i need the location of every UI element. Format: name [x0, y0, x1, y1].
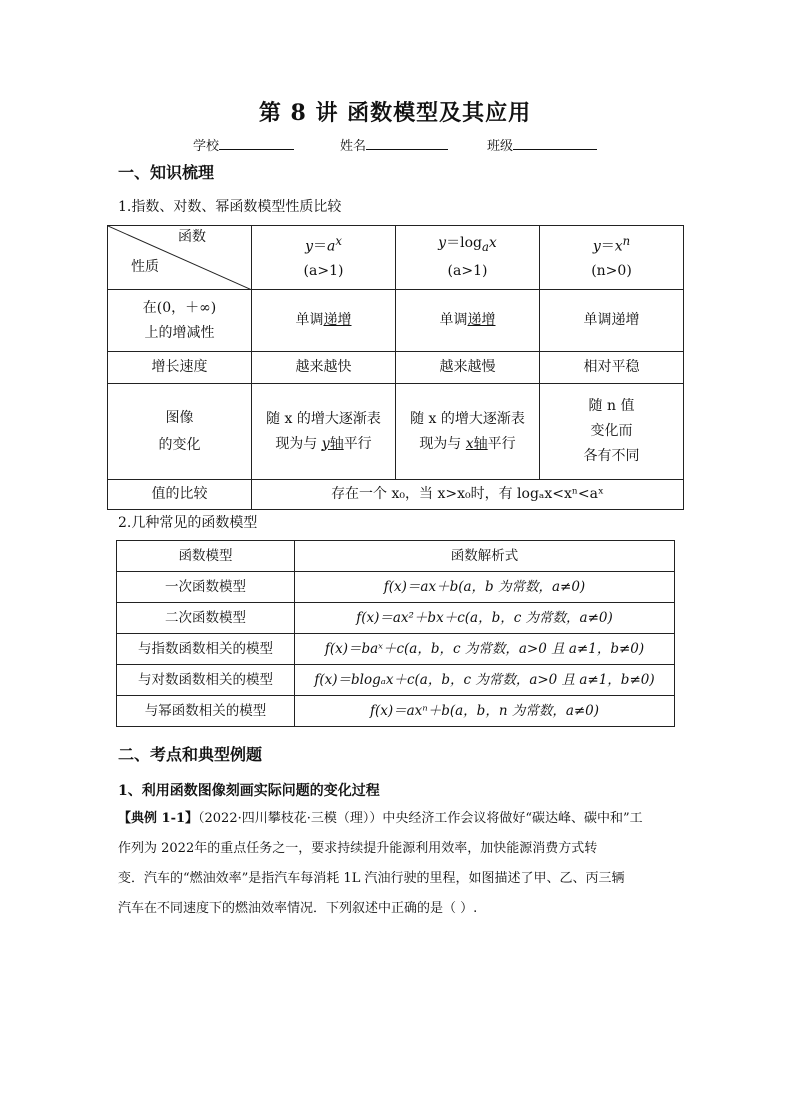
- table2-header-row: [117, 541, 675, 572]
- table1-header-row: [108, 226, 684, 290]
- class-blank[interactable]: [513, 137, 597, 150]
- table1-row-compare: [108, 480, 684, 510]
- cell: 单调递增: [252, 290, 396, 352]
- cell: 越来越慢: [396, 352, 540, 384]
- section1-subheading-1: 1.指数、对数、幂函数模型性质比较: [118, 199, 342, 215]
- school-field: [193, 135, 294, 154]
- table1-header-logarithmic: $y=\log_ax$ (a>1): [396, 226, 540, 290]
- cell-compare-value: 存在一个 x₀，当 x>x₀时，有 logₐx<xⁿ<aˣ: [252, 480, 684, 510]
- example-paragraph: [118, 804, 678, 924]
- example-line-3: 变．汽车的“燃油效率”是指汽车每消耗 1L 汽油行驶的里程，如图描述了甲、乙、丙三辆: [118, 871, 625, 886]
- row-label: 值的比较: [108, 480, 252, 510]
- example-line-1: 【典例 1-1】（2022·四川攀枝花·三模（理））中央经济工作会议将做好“碳达峰、碳中和”工: [118, 811, 643, 826]
- table-row: [117, 572, 675, 603]
- cell: 相对平稳: [540, 352, 684, 384]
- cell: 随 n 值 变化而 各有不同: [540, 384, 684, 480]
- header-formula: 函数解析式: [295, 541, 675, 572]
- school-label: 学校: [193, 139, 220, 154]
- class-field: [487, 135, 597, 154]
- comparison-table: [107, 225, 684, 510]
- example-tag: 【典例 1-1】: [118, 811, 199, 826]
- header-model: 函数模型: [117, 541, 295, 572]
- formula-cell: f(x)＝axⁿ＋b(a，b，n 为常数，a≠0): [295, 696, 675, 727]
- example-line-4: 汽车在不同速度下的燃油效率情况．下列叙述中正确的是（ ）.: [118, 901, 478, 916]
- model-cell: 一次函数模型: [117, 572, 295, 603]
- model-cell: 与指数函数相关的模型: [117, 634, 295, 665]
- cell: 越来越快: [252, 352, 396, 384]
- section1-subheading-2: 2.几种常见的函数模型: [118, 515, 258, 531]
- name-label: 姓名: [340, 139, 367, 154]
- section1-heading: 一、知识梳理: [118, 163, 215, 182]
- table1-header-power: $y=x^n$ (n>0): [540, 226, 684, 290]
- formula-cell: f(x)＝baˣ＋c(a，b，c 为常数，a>0 且 a≠1，b≠0): [295, 634, 675, 665]
- example-line-2: 作列为 2022年的重点任务之一，要求持续提升能源利用效率，加快能源消费方式转: [118, 841, 598, 856]
- table-row: [117, 603, 675, 634]
- page-title: 第 8 讲 函数模型及其应用: [258, 100, 532, 126]
- name-field: [340, 135, 448, 154]
- corner-label-property: 性质: [131, 259, 159, 275]
- table1-header-exponential: $y=a^x$ (a>1): [252, 226, 396, 290]
- cell: 单调递增: [396, 290, 540, 352]
- function-model-table: [116, 540, 675, 727]
- cell: 单调递增: [540, 290, 684, 352]
- row-label: 在(0，＋∞) 上的增减性: [108, 290, 252, 352]
- row-label: 增长速度: [108, 352, 252, 384]
- name-blank[interactable]: [366, 137, 448, 150]
- section2-subheading-1: 1、利用函数图像刻画实际问题的变化过程: [118, 783, 380, 799]
- model-cell: 与幂函数相关的模型: [117, 696, 295, 727]
- section2-heading: 二、考点和典型例题: [118, 745, 263, 764]
- table1-row-graph: [108, 384, 684, 480]
- table-row: [117, 696, 675, 727]
- model-cell: 与对数函数相关的模型: [117, 665, 295, 696]
- table1-corner-cell: [108, 226, 252, 290]
- cell: 随 x 的增大逐渐表 现为与 x轴平行: [396, 384, 540, 480]
- school-blank[interactable]: [219, 137, 294, 150]
- formula-cell: f(x)＝ax＋b(a，b 为常数，a≠0): [295, 572, 675, 603]
- table1-row-growth: [108, 352, 684, 384]
- class-label: 班级: [487, 139, 514, 154]
- table-row: [117, 665, 675, 696]
- corner-label-function: 函数: [178, 229, 206, 245]
- formula-cell: f(x)＝ax²＋bx＋c(a，b，c 为常数，a≠0): [295, 603, 675, 634]
- table1-row-monotonicity: [108, 290, 684, 352]
- formula-cell: f(x)＝blogₐx＋c(a，b，c 为常数，a>0 且 a≠1，b≠0): [295, 665, 675, 696]
- row-label: 图像 的变化: [108, 384, 252, 480]
- table-row: [117, 634, 675, 665]
- cell: 随 x 的增大逐渐表 现为与 y轴平行: [252, 384, 396, 480]
- model-cell: 二次函数模型: [117, 603, 295, 634]
